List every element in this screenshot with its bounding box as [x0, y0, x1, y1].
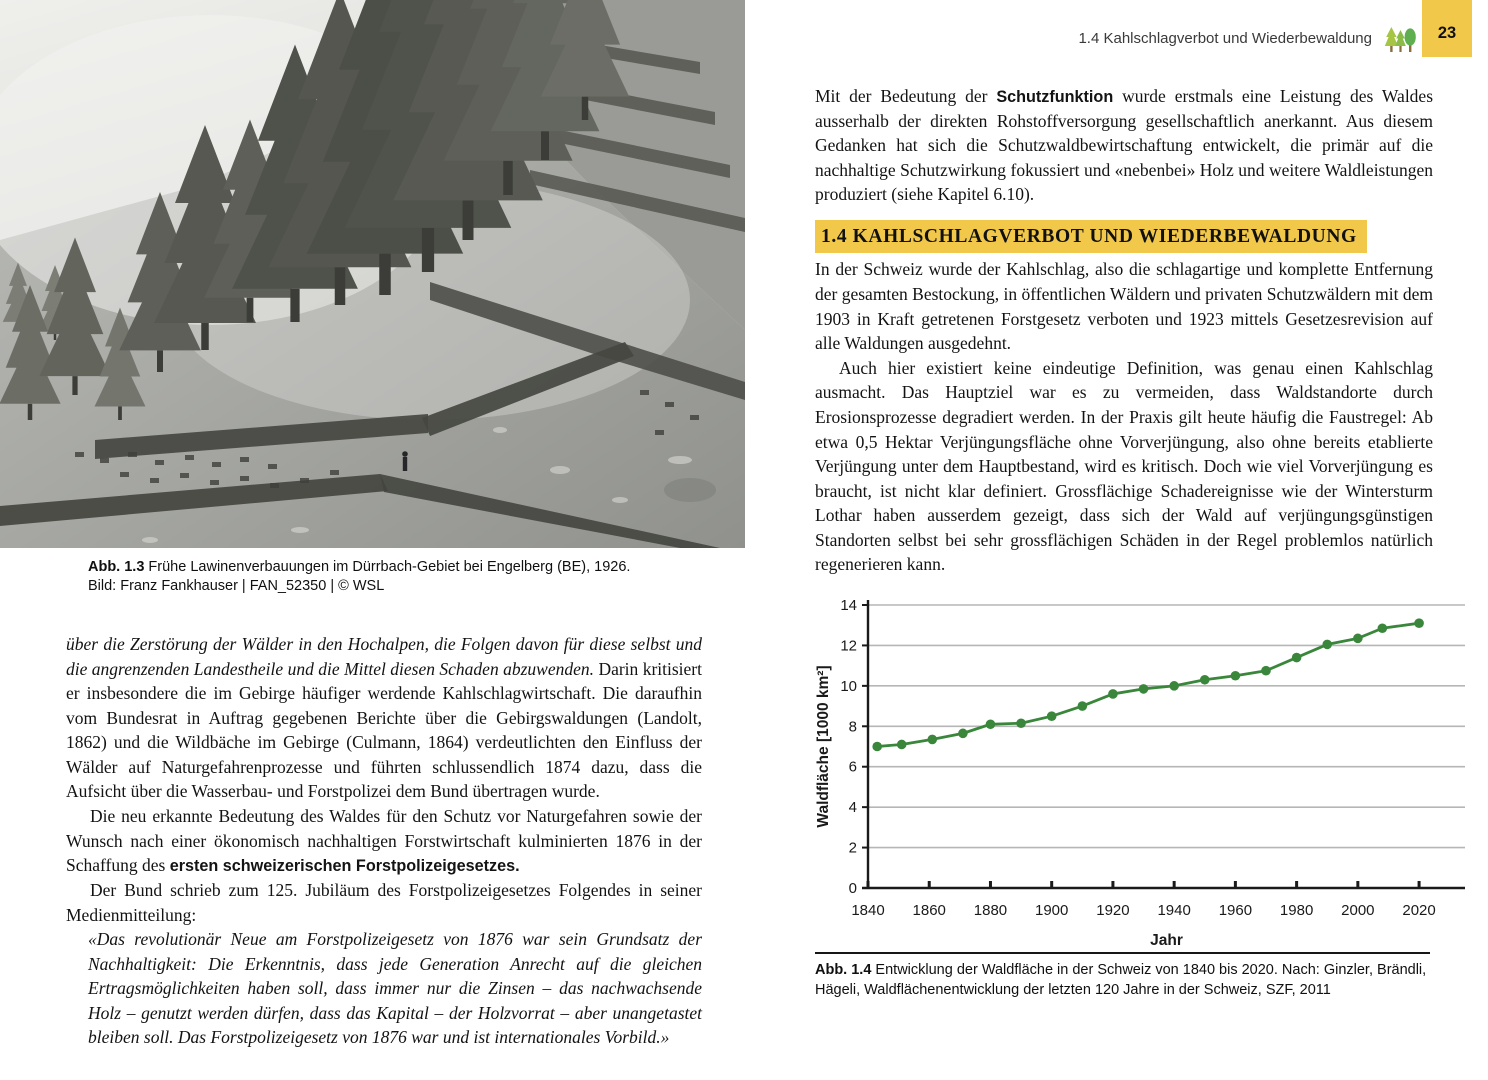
data-point	[986, 719, 996, 729]
x-tick-label: 1840	[851, 902, 885, 919]
data-point	[1108, 689, 1118, 699]
y-tick-label: 0	[848, 880, 857, 897]
paragraph-text: Mit der Bedeutung der	[815, 86, 997, 106]
y-tick-label: 2	[848, 839, 857, 857]
data-point	[1139, 684, 1149, 694]
paragraph-text: Die neu erkannte Bedeutung des Waldes für den Schutz vor Naturgefahren sowie der Wunsch nach einer ökonomisch nachhaltigen Forstwirtschaft kulminierten 1876 in der Schaffung des	[66, 806, 702, 876]
data-point	[1231, 671, 1241, 681]
x-tick-label: 1940	[1157, 902, 1191, 919]
y-tick-label: 12	[840, 637, 857, 655]
bold-term: Schutzfunktion	[996, 88, 1114, 106]
data-point	[1261, 666, 1271, 676]
photo-avalanche-barriers	[0, 0, 745, 548]
chart-caption	[815, 952, 1430, 1000]
x-tick-label: 1880	[973, 902, 1008, 919]
section-heading: 1.4 KAHLSCHLAGVERBOT UND WIEDERBEWALDUNG	[815, 220, 1367, 253]
x-tick-label: 1920	[1096, 902, 1130, 919]
bold-term: ersten schweizerischen Forstpolizeigesetzes.	[169, 857, 520, 876]
paragraph: Auch hier existiert keine eindeutige Definition, was genau einen Kahlschlag ausmacht. Das Hauptziel war es zu vermeiden, dass Waldstandorte durch Erosionsprozesse degradiert werden. In der Praxis gilt heute häufig die Faustregel: Ab etwa 0,5 Hektar Verjüngungsfläche ohne Vorverjüngung, also ohne bereits etablierte Verjüngung unter dem Hauptbestand, wird es kritisch. Doch wie viel Vorverjüngung es braucht, ist nicht klar definiert. Grossflächige Schadereignisse wie der Wintersturm Lothar haben ausserdem gezeigt, dass sich der Wald auf verjüngungsgünstigen Standorten selbst bei sehr grossflächigen Schäden in der Regel problemlos natürlich regenerieren kann.	[815, 357, 1433, 575]
y-tick-label: 8	[848, 718, 857, 736]
person-figure	[402, 451, 408, 471]
y-tick-label: 10	[840, 677, 857, 695]
data-point	[1200, 675, 1210, 685]
data-point	[1322, 640, 1332, 650]
left-text-column	[66, 632, 702, 1050]
data-point	[1378, 623, 1388, 633]
x-tick-label: 1960	[1218, 902, 1253, 919]
x-tick-label: 1980	[1279, 902, 1314, 919]
paragraph-text: Darin kritisiert er insbesondere die im Gebirge häufiger werdende Kahlschlagwirtschaft. Die daraufhin vom Bundesrat in Auftrag gegebenen Berichte über die Gebirgswaldungen (Landolt, 1862) und die Wildbäche im Gebirge (Culmann, 1864) verdeutlichten den Einfluss der Wälder auf Naturgefahrenprozesse und führten schlussendlich 1874 dazu, dass die Aufsicht über die Wasserbau- und Forstpolizei dem Bund übertragen wurde.	[66, 658, 702, 802]
page-number: 23	[1437, 24, 1457, 42]
x-tick-label: 1860	[912, 902, 946, 919]
data-point	[1353, 634, 1363, 644]
photo-caption-text: Frühe Lawinenverbauungen im Dürrbach-Gebiet bei Engelberg (BE), 1926.	[144, 559, 631, 575]
y-axis-label: Waldfläche [1000 km²]	[815, 665, 832, 828]
data-point	[872, 742, 882, 752]
paragraph: Der Bund schrieb zum 125. Jubiläum des Forstpolizeigesetzes Folgendes in seiner Medienmitteilung:	[66, 879, 702, 925]
y-tick-label: 14	[840, 597, 857, 614]
trees-icon	[1384, 26, 1416, 54]
x-tick-label: 2000	[1341, 902, 1375, 919]
photo-caption	[88, 558, 668, 596]
data-line	[877, 623, 1419, 746]
forest-area-chart	[815, 595, 1475, 955]
data-point	[927, 735, 937, 745]
data-point	[958, 729, 968, 739]
photo-credit: Bild: Franz Fankhauser | FAN_52350 | © WSL	[88, 578, 385, 595]
quote-continuation: über die Zerstörung der Wälder in den Hochalpen, die Folgen davon für diese selbst und die angrenzenden Landestheile und die Mittel diesen Schaden abzuwenden.	[66, 634, 702, 679]
data-point	[1169, 681, 1179, 691]
paragraph	[66, 804, 702, 878]
x-tick-label: 2020	[1402, 902, 1436, 919]
chart-caption-text: Entwicklung der Waldfläche in der Schweiz von 1840 bis 2020. Nach: Ginzler, Brändli, Hägeli, Waldflächenentwicklung der letzten 120 Jahre in der Schweiz, SZF, 2011	[815, 962, 1427, 998]
photo-caption-label: Abb. 1.3	[88, 559, 145, 575]
paragraph	[66, 632, 702, 804]
waldflaeche-chart-svg	[815, 595, 1475, 955]
blockquote: «Das revolutionär Neue am Forstpolizeigesetz von 1876 war sein Grundsatz der Nachhaltigkeit: Die Erkenntnis, dass jede Generation Anrecht auf die gleichen Ertragsmöglichkeiten haben soll, dass immer nur die Zinsen – das nachwachsende Holz – genutzt werden dürfen, dass das Kapital – der Holzvorrat – aber unangetastet bleiben soll. Das Forstpolizeigesetz von 1876 war und ist internationales Vorbild.»	[88, 929, 702, 1048]
paragraph-text: wurde erstmals eine Leistung des Waldes ausserhalb der direkten Rohstoffversorgung gesellschaftlich anerkannt. Aus diesem Gedanken hat sich die Schutzwaldbewirtschaftung entwickelt, die primär auf die nachhaltige Schutzwirkung fokussiert und «nebenbei» Holz und weitere Waldleistungen produziert (siehe Kapitel 6.10).	[815, 86, 1434, 205]
y-tick-label: 4	[848, 799, 857, 817]
x-tick-label: 1900	[1035, 902, 1069, 919]
running-header-title: 1.4 Kahlschlagverbot und Wiederbewaldung	[1078, 30, 1372, 47]
paragraph: In der Schweiz wurde der Kahlschlag, also die schlagartige und komplette Entfernung der gesamten Bestockung, in öffentlichen Wäldern und privaten Schutzwäldern mit dem 1903 in Kraft getretenen Forstgesetz verboten und 1923 mittels Gesetzesrevision auf alle Waldungen ausgedehnt.	[815, 259, 1433, 354]
photo-illustration	[0, 0, 745, 548]
paragraph	[815, 84, 1433, 207]
right-text-column	[815, 84, 1433, 577]
x-axis-label: Jahr	[1150, 932, 1183, 949]
y-tick-label: 6	[848, 758, 857, 776]
data-point	[1414, 618, 1424, 628]
data-point	[1047, 711, 1057, 721]
chart-caption-label: Abb. 1.4	[815, 962, 872, 978]
data-point	[1078, 701, 1088, 711]
data-point	[897, 740, 907, 750]
page-number-badge	[1422, 0, 1472, 57]
data-point	[1016, 718, 1026, 728]
data-point	[1292, 653, 1302, 663]
